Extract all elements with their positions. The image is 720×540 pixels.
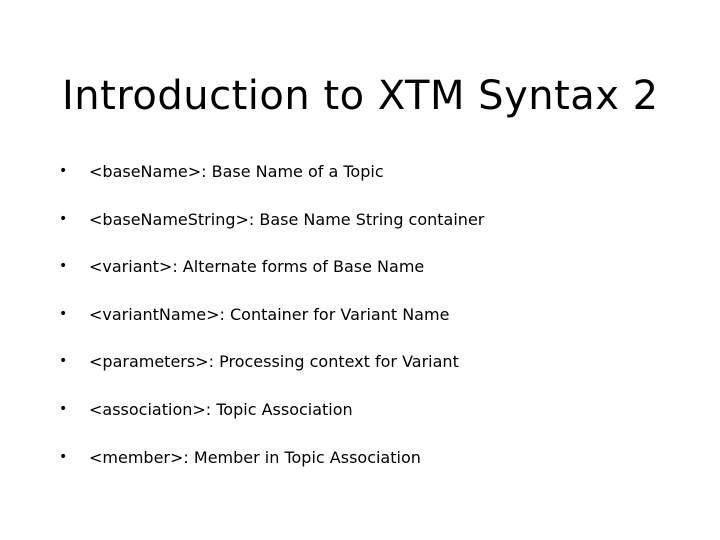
bullet-text-variantname: <variantName>: Container for Variant Name xyxy=(89,304,450,324)
bullet-icon: • xyxy=(59,305,68,322)
bullet-icon: • xyxy=(59,258,68,275)
bullet-icon: • xyxy=(59,448,68,465)
bullet-text-basenamestring: <baseNameString>: Base Name String container xyxy=(89,209,485,229)
bullet-text-variant: <variant>: Alternate forms of Base Name xyxy=(89,257,425,277)
slide-title: Introduction to XTM Syntax 2 xyxy=(62,73,659,119)
bullet-icon: • xyxy=(59,210,68,227)
bullet-text-parameters: <parameters>: Processing context for Variant xyxy=(89,352,459,372)
bullet-icon: • xyxy=(59,163,68,179)
bullet-text-basename: <baseName>: Base Name of a Topic xyxy=(89,162,384,181)
bullet-text-association: <association>: Topic Association xyxy=(89,399,353,419)
bullet-icon: • xyxy=(59,353,68,370)
bullet-text-member: <member>: Member in Topic Association xyxy=(89,447,421,467)
bullet-icon: • xyxy=(59,400,68,417)
